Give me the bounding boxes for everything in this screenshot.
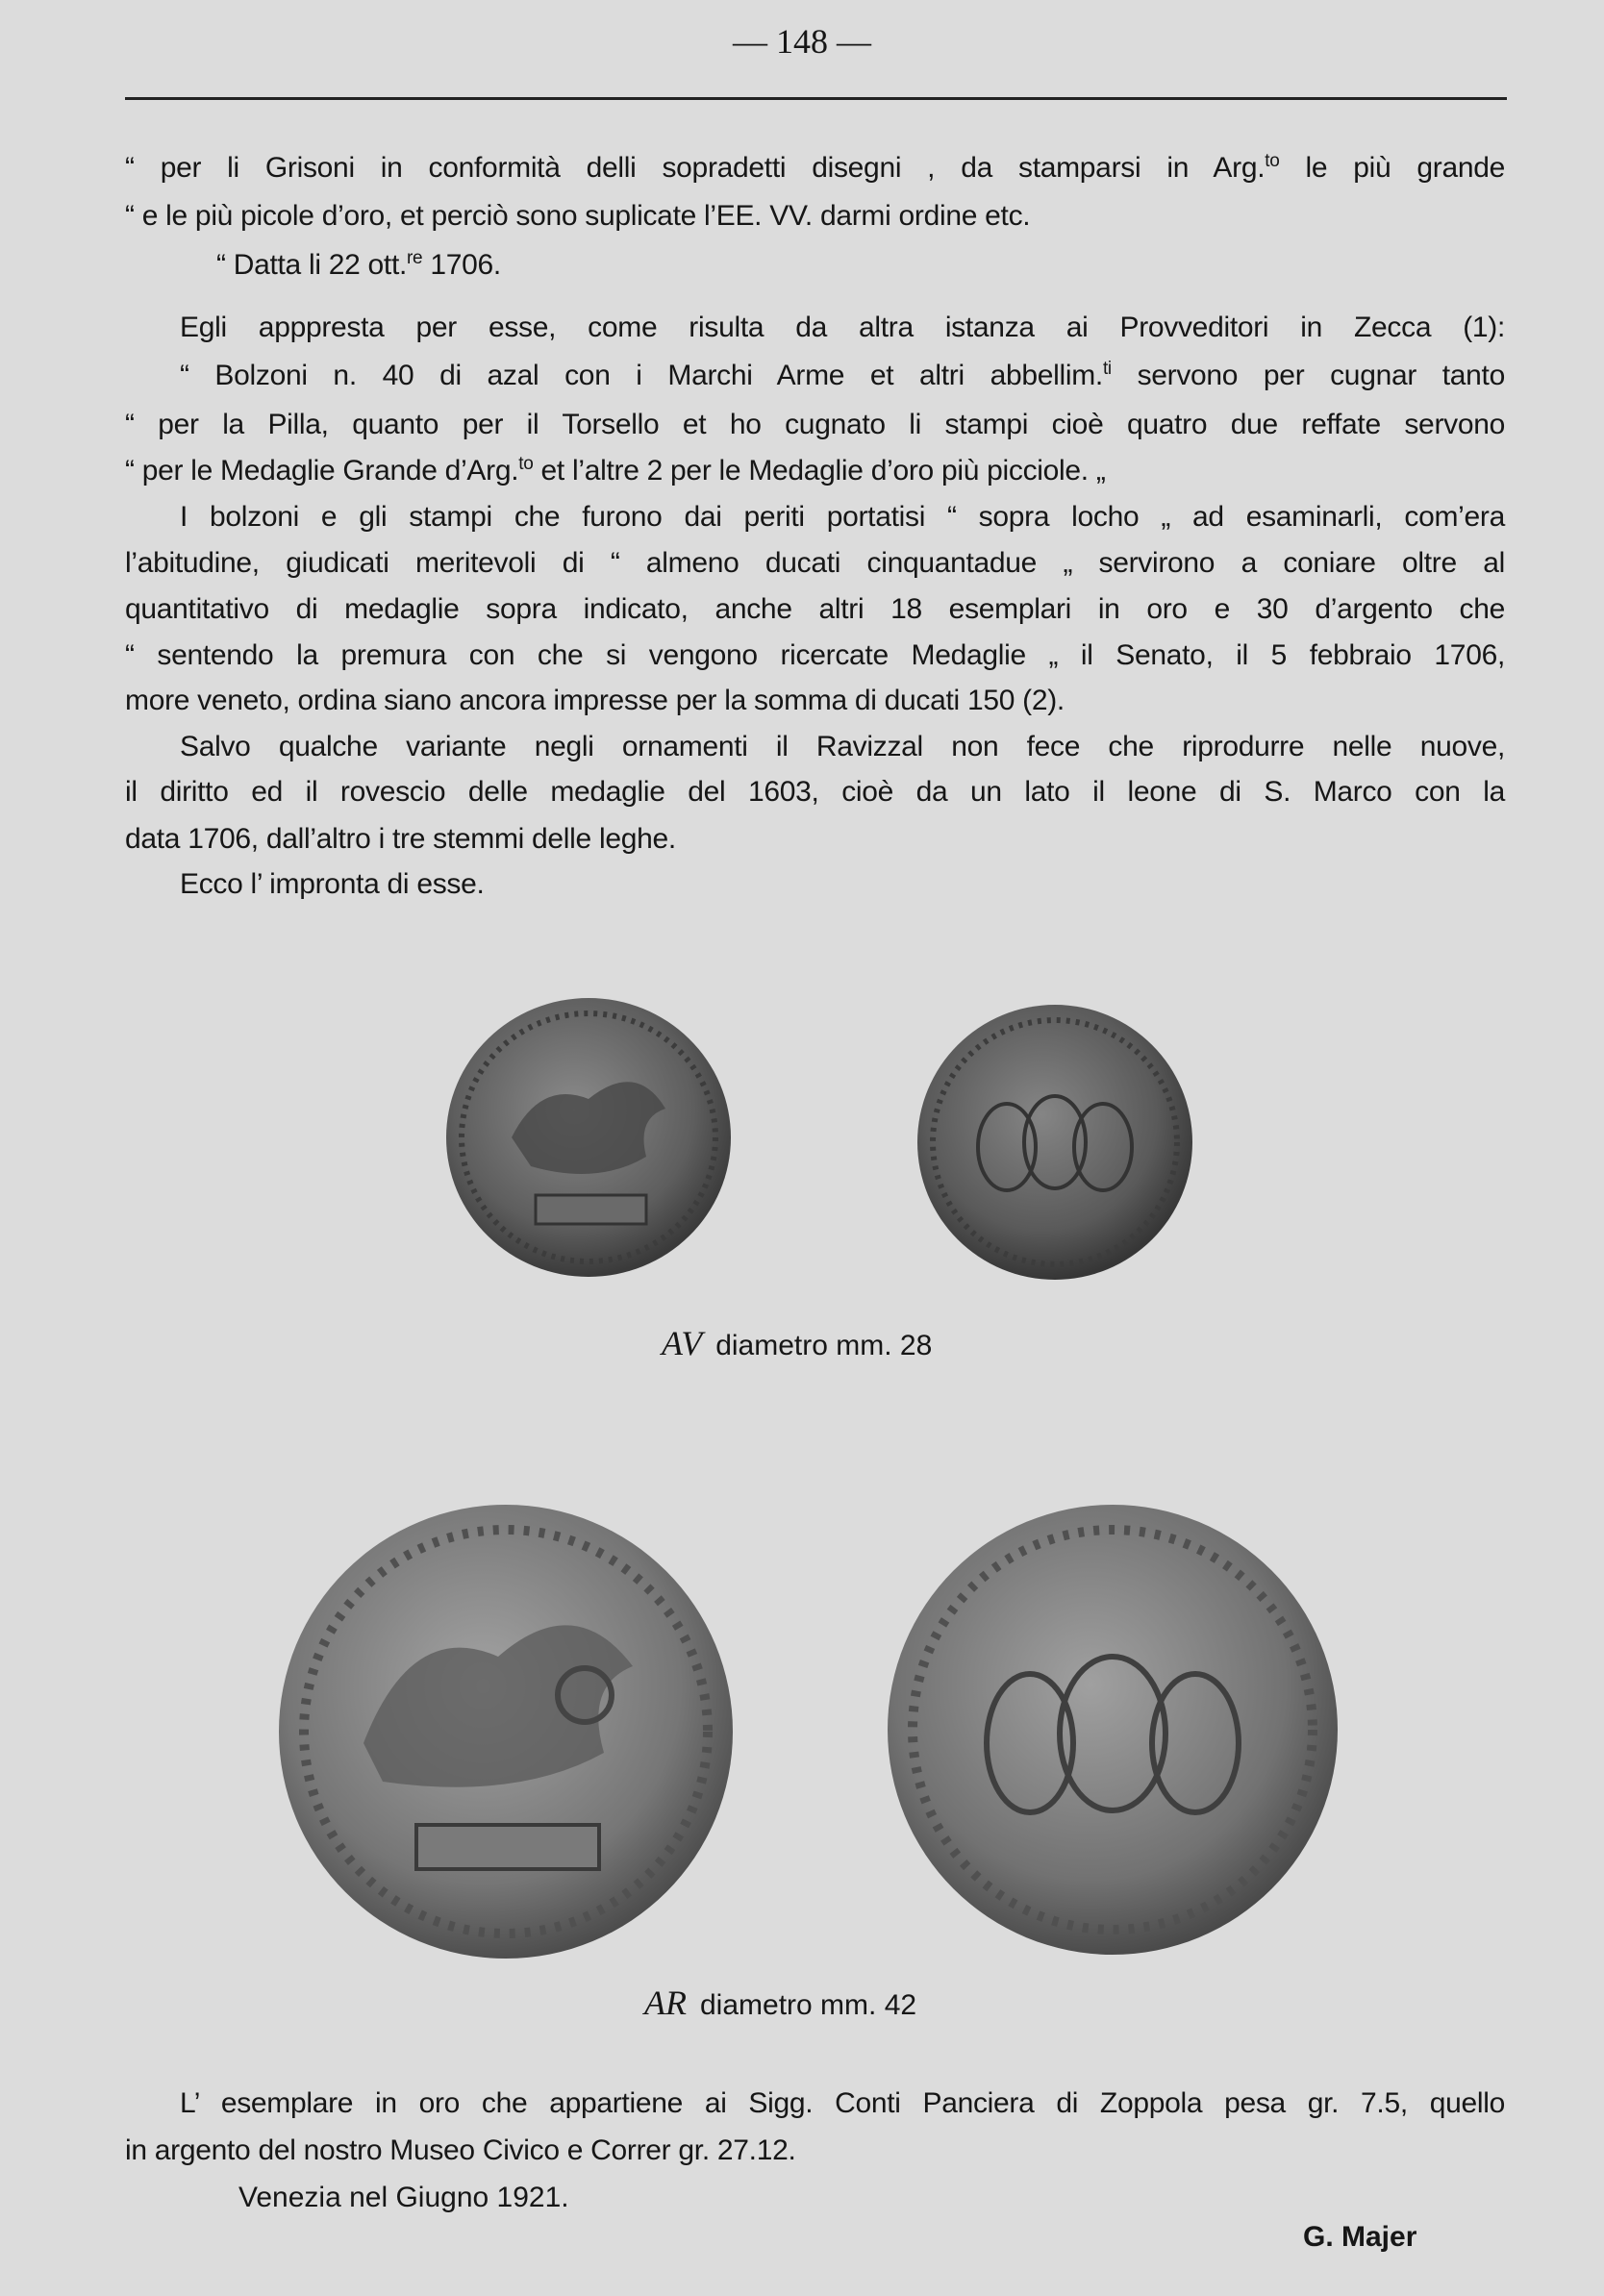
text-line: il diritto ed il rovescio delle medaglie del 1603, cioè da un lato il leone di S. Marco con la [125,776,1505,808]
silver-medal-reverse [886,1503,1340,1957]
gold-medal-reverse [915,1003,1194,1282]
large-medal-caption: AR diametro mm. 42 [644,1984,917,2022]
text-line: “ sentendo la premura con che si vengono ricercate Medaglie „ il Senato, il 5 febbraio 1706, [125,639,1505,671]
place-date: Venezia nel Giugno 1921. [238,2182,569,2213]
silver-symbol: AR [644,1984,687,2022]
text-line: “ per li Grisoni in conformità delli sopradetti disegni , da stamparsi in Arg.$^{to}$ le più grande [125,151,1505,184]
text-line: “ e le più picole d’oro, et perciò sono suplicate l’EE. VV. darmi ordine etc. [125,200,1031,232]
header-rule [125,97,1507,100]
text-line: quantitativo di medaglie sopra indicato, anche altri 18 esemplari in oro e 30 d’argento che [125,593,1505,625]
text-line: more veneto, ordina siano ancora impresse per la somma di ducati 150 (2). [125,685,1065,716]
text-line: I bolzoni e gli stampi che furono dai periti portatisi “ sopra locho „ ad esaminarli, com’era [180,501,1505,533]
text-line: Egli apppresta per esse, come risulta da altra istanza ai Provveditori in Zecca (1): [180,312,1505,343]
page-number: — 148 — [733,22,871,61]
signature: G. Majer [1303,2221,1417,2253]
text-line: “ Bolzoni n. 40 di azal con i Marchi Arme et altri abbellim.$^{ti}$ servono per cugnar tanto [180,359,1505,391]
silver-medal-obverse [277,1503,735,1960]
closing-line: L’ esemplare in oro che appartiene ai Sigg. Conti Panciera di Zoppola pesa gr. 7.5, quello [180,2087,1505,2119]
text-line: data 1706, dall’altro i tre stemmi delle leghe. [125,823,676,855]
gold-medal-obverse [444,993,733,1282]
text-line: “ per le Medaglie Grande d’Arg.$^{to}$ et l’altre 2 per le Medaglie d’oro più picciole. „ [125,454,1106,487]
gold-symbol: AV [662,1324,703,1362]
text-line: “ Datta li 22 ott.$^{re}$ 1706. [216,248,501,281]
text-line: Salvo qualche variante negli ornamenti il Ravizzal non fece che riprodurre nelle nuove, [180,731,1505,762]
closing-line: in argento del nostro Museo Civico e Correr gr. 27.12. [125,2134,796,2166]
text-line: l’abitudine, giudicati meritevoli di “ almeno ducati cinquantadue „ servirono a coniare oltre al [125,547,1505,579]
small-medal-caption: AV diametro mm. 28 [662,1324,933,1362]
text-line: “ per la Pilla, quanto per il Torsello et ho cugnato li stampi cioè quatro due reffate servono [125,409,1505,440]
text-line: Ecco l’ impronta di esse. [180,868,485,900]
